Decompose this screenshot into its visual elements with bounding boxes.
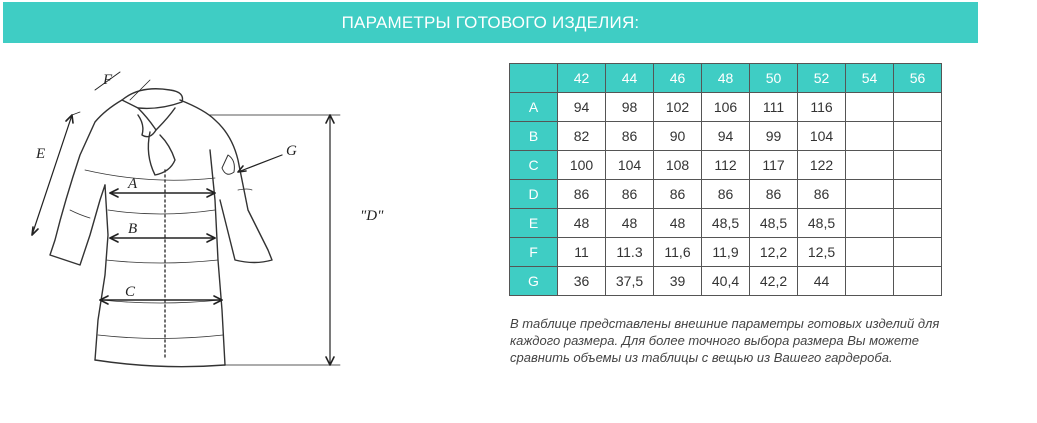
- measure-label-f: F: [103, 72, 113, 88]
- corner-cell: [510, 64, 558, 93]
- table-cell: 104: [606, 151, 654, 180]
- table-cell: 48,5: [702, 209, 750, 238]
- table-cell: [846, 267, 894, 296]
- size-header-cell: 50: [750, 64, 798, 93]
- table-cell: 39: [654, 267, 702, 296]
- table-cell: 11,9: [702, 238, 750, 267]
- row-label-cell: C: [510, 151, 558, 180]
- table-cell: [846, 180, 894, 209]
- size-header-cell: 54: [846, 64, 894, 93]
- table-cell: [846, 151, 894, 180]
- table-cell: 82: [558, 122, 606, 151]
- table-cell: 116: [798, 93, 846, 122]
- table-row: [510, 209, 942, 238]
- table-cell: 122: [798, 151, 846, 180]
- table-cell: 48,5: [750, 209, 798, 238]
- table-cell: 48,5: [798, 209, 846, 238]
- table-row: [510, 238, 942, 267]
- size-header-cell: 56: [894, 64, 942, 93]
- row-label-cell: D: [510, 180, 558, 209]
- table-cell: 11.3: [606, 238, 654, 267]
- table-cell: 108: [654, 151, 702, 180]
- table-cell: [846, 122, 894, 151]
- size-header-cell: 48: [702, 64, 750, 93]
- measure-label-d: "D": [360, 208, 384, 224]
- table-cell: 86: [606, 180, 654, 209]
- size-header-cell: 42: [558, 64, 606, 93]
- size-header-cell: 46: [654, 64, 702, 93]
- size-header-cell: 44: [606, 64, 654, 93]
- table-cell: 86: [798, 180, 846, 209]
- coat-sketch: [10, 60, 390, 390]
- table-cell: 42,2: [750, 267, 798, 296]
- table-cell: [894, 122, 942, 151]
- table-cell: 86: [702, 180, 750, 209]
- table-cell: 102: [654, 93, 702, 122]
- table-row: [510, 267, 942, 296]
- table-cell: [894, 209, 942, 238]
- row-label-cell: B: [510, 122, 558, 151]
- table-cell: [846, 238, 894, 267]
- table-row: [510, 122, 942, 151]
- table-cell: 40,4: [702, 267, 750, 296]
- table-cell: 86: [750, 180, 798, 209]
- table-cell: 48: [606, 209, 654, 238]
- row-label-cell: E: [510, 209, 558, 238]
- table-cell: [894, 93, 942, 122]
- measure-label-c: C: [125, 284, 136, 300]
- table-cell: 37,5: [606, 267, 654, 296]
- table-cell: 106: [702, 93, 750, 122]
- table-cell: 117: [750, 151, 798, 180]
- table-cell: 100: [558, 151, 606, 180]
- measure-label-g: G: [286, 143, 297, 159]
- table-cell: [894, 151, 942, 180]
- measure-label-b: B: [128, 221, 138, 237]
- row-label-cell: A: [510, 93, 558, 122]
- table-cell: 98: [606, 93, 654, 122]
- table-cell: 12,2: [750, 238, 798, 267]
- table-cell: 104: [798, 122, 846, 151]
- table-cell: 86: [606, 122, 654, 151]
- size-header-row: [510, 64, 942, 93]
- measure-label-e: E: [36, 146, 46, 162]
- table-note: В таблице представлены внешние параметры готовых изделий для каждого размера. Для более точного выбора размера Вы можете сравнить объемы из таблицы с вещью из Вашего гардероба.: [510, 316, 940, 365]
- table-cell: 36: [558, 267, 606, 296]
- table-cell: [894, 238, 942, 267]
- row-label-cell: G: [510, 267, 558, 296]
- table-row: [510, 93, 942, 122]
- table-cell: 11,6: [654, 238, 702, 267]
- row-label-cell: F: [510, 238, 558, 267]
- table-cell: 86: [654, 180, 702, 209]
- table-cell: [846, 93, 894, 122]
- table-cell: [894, 180, 942, 209]
- measurement-lines: [32, 72, 340, 365]
- table-cell: 94: [558, 93, 606, 122]
- page-title-banner: ПАРАМЕТРЫ ГОТОВОГО ИЗДЕЛИЯ:: [3, 2, 978, 43]
- table-cell: 48: [654, 209, 702, 238]
- table-cell: 48: [558, 209, 606, 238]
- table-cell: 90: [654, 122, 702, 151]
- size-table: [509, 63, 942, 296]
- coat-outline-illustration: [50, 89, 272, 367]
- table-row: [510, 151, 942, 180]
- measure-label-a: A: [128, 176, 138, 192]
- table-cell: 94: [702, 122, 750, 151]
- size-header-cell: 52: [798, 64, 846, 93]
- table-cell: 111: [750, 93, 798, 122]
- table-cell: 12,5: [798, 238, 846, 267]
- table-cell: 86: [558, 180, 606, 209]
- table-cell: [846, 209, 894, 238]
- table-cell: 11: [558, 238, 606, 267]
- table-cell: 112: [702, 151, 750, 180]
- table-cell: 44: [798, 267, 846, 296]
- table-cell: [894, 267, 942, 296]
- table-cell: 99: [750, 122, 798, 151]
- table-row: [510, 180, 942, 209]
